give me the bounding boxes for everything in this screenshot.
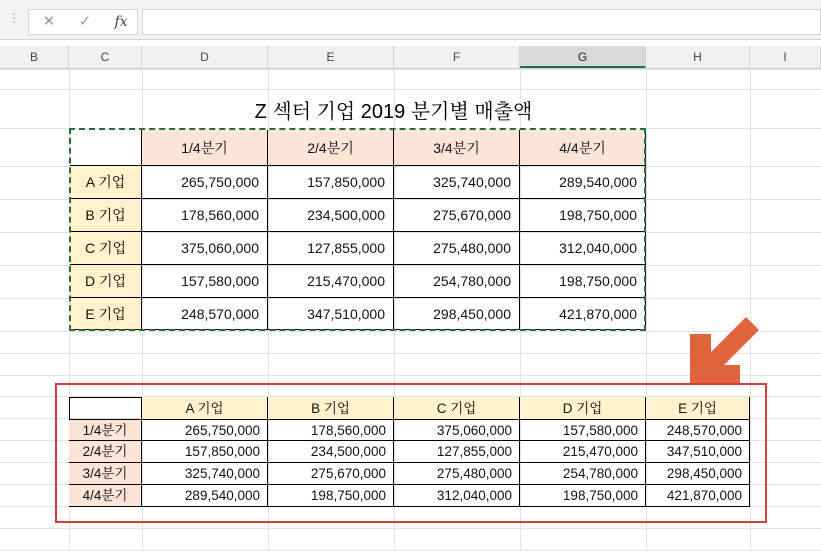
insert-function-icon[interactable]: fx	[114, 14, 128, 30]
company-header-cell[interactable]: B 기업	[268, 397, 394, 420]
sales-value-cell[interactable]: 421,870,000	[646, 485, 750, 507]
sales-value-cell[interactable]: 275,480,000	[394, 463, 520, 485]
sales-value-cell[interactable]: 298,450,000	[646, 463, 750, 485]
sales-value-cell[interactable]: 248,570,000	[646, 420, 750, 441]
cancel-icon[interactable]: ✕	[42, 13, 56, 30]
formula-bar-buttons	[28, 9, 138, 35]
company-label-cell[interactable]: B 기업	[70, 199, 142, 232]
sales-value-cell[interactable]: 198,750,000	[520, 199, 646, 232]
sales-value-cell[interactable]: 421,870,000	[520, 298, 646, 330]
sales-value-cell[interactable]: 248,570,000	[142, 298, 268, 330]
sales-value-cell[interactable]: 347,510,000	[646, 441, 750, 463]
quarter-header-cell[interactable]: 1/4분기	[142, 130, 268, 166]
table-corner-cell	[70, 130, 142, 166]
quarter-label-cell[interactable]: 2/4분기	[69, 441, 142, 463]
sales-value-cell[interactable]: 325,740,000	[394, 166, 520, 199]
sales-value-cell[interactable]: 198,750,000	[268, 485, 394, 507]
quarter-header-cell[interactable]: 4/4분기	[520, 130, 646, 166]
column-header-c[interactable]: C	[69, 46, 142, 68]
quarter-header-cell[interactable]: 3/4분기	[394, 130, 520, 166]
sales-value-cell[interactable]: 215,470,000	[520, 441, 646, 463]
company-header-cell[interactable]: C 기업	[394, 397, 520, 420]
sales-value-cell[interactable]: 312,040,000	[394, 485, 520, 507]
sales-value-cell[interactable]: 178,560,000	[142, 199, 268, 232]
company-header-cell[interactable]: E 기업	[646, 397, 750, 420]
formula-bar	[0, 0, 821, 40]
grid-row-line	[0, 69, 821, 70]
sales-value-cell[interactable]: 375,060,000	[142, 232, 268, 265]
quarter-label-cell[interactable]: 1/4분기	[69, 420, 142, 441]
company-label-cell[interactable]: D 기업	[70, 265, 142, 298]
column-header-e[interactable]: E	[268, 46, 394, 68]
formula-bar-handle-icon: ⋮	[8, 11, 20, 25]
sales-value-cell[interactable]: 157,580,000	[520, 420, 646, 441]
sales-value-cell[interactable]: 265,750,000	[142, 420, 268, 441]
sales-value-cell[interactable]: 234,500,000	[268, 441, 394, 463]
grid-column-line	[750, 69, 751, 550]
sales-value-cell[interactable]: 347,510,000	[268, 298, 394, 330]
column-header-g[interactable]: G	[520, 46, 646, 68]
table-corner-cell	[69, 397, 142, 420]
company-label-cell[interactable]: A 기업	[70, 166, 142, 199]
enter-icon[interactable]: ✓	[78, 13, 92, 30]
column-header-f[interactable]: F	[394, 46, 520, 68]
sales-value-cell[interactable]: 234,500,000	[268, 199, 394, 232]
column-header-d[interactable]: D	[142, 46, 268, 68]
sales-value-cell[interactable]: 127,855,000	[268, 232, 394, 265]
formula-input[interactable]	[142, 9, 821, 35]
sheet-title: Z 섹터 기업 2019 분기별 매출액	[254, 101, 533, 123]
sales-value-cell[interactable]: 265,750,000	[142, 166, 268, 199]
company-label-cell[interactable]: E 기업	[70, 298, 142, 330]
company-header-cell[interactable]: D 기업	[520, 397, 646, 420]
sales-value-cell[interactable]: 157,850,000	[268, 166, 394, 199]
sales-value-cell[interactable]: 289,540,000	[142, 485, 268, 507]
quarter-label-cell[interactable]: 3/4분기	[69, 463, 142, 485]
sales-value-cell[interactable]: 325,740,000	[142, 463, 268, 485]
sales-value-cell[interactable]: 298,450,000	[394, 298, 520, 330]
sales-value-cell[interactable]: 289,540,000	[520, 166, 646, 199]
sales-value-cell[interactable]: 375,060,000	[394, 420, 520, 441]
sales-value-cell[interactable]: 275,670,000	[394, 199, 520, 232]
company-label-cell[interactable]: C 기업	[70, 232, 142, 265]
grid-row-line	[0, 128, 821, 129]
column-header-i[interactable]: I	[750, 46, 821, 68]
sales-value-cell[interactable]: 254,780,000	[394, 265, 520, 298]
arrow-down-left-icon	[680, 314, 764, 390]
sales-value-cell[interactable]: 157,580,000	[142, 265, 268, 298]
sales-value-cell[interactable]: 275,670,000	[268, 463, 394, 485]
sales-value-cell[interactable]: 198,750,000	[520, 265, 646, 298]
sales-value-cell[interactable]: 215,470,000	[268, 265, 394, 298]
sales-value-cell[interactable]: 157,850,000	[142, 441, 268, 463]
column-header-b[interactable]: B	[0, 46, 69, 68]
sales-value-cell[interactable]: 198,750,000	[520, 485, 646, 507]
quarter-header-cell[interactable]: 2/4분기	[268, 130, 394, 166]
sales-value-cell[interactable]: 127,855,000	[394, 441, 520, 463]
grid-row-line	[0, 89, 821, 90]
sales-value-cell[interactable]: 178,560,000	[268, 420, 394, 441]
column-header-h[interactable]: H	[646, 46, 750, 68]
arrow-shape	[690, 317, 759, 384]
sales-value-cell[interactable]: 312,040,000	[520, 232, 646, 265]
company-header-cell[interactable]: A 기업	[142, 397, 268, 420]
sales-value-cell[interactable]: 254,780,000	[520, 463, 646, 485]
quarter-label-cell[interactable]: 4/4분기	[69, 485, 142, 507]
sales-value-cell[interactable]: 275,480,000	[394, 232, 520, 265]
grid-row-line	[0, 528, 821, 529]
column-header-row	[0, 46, 821, 69]
